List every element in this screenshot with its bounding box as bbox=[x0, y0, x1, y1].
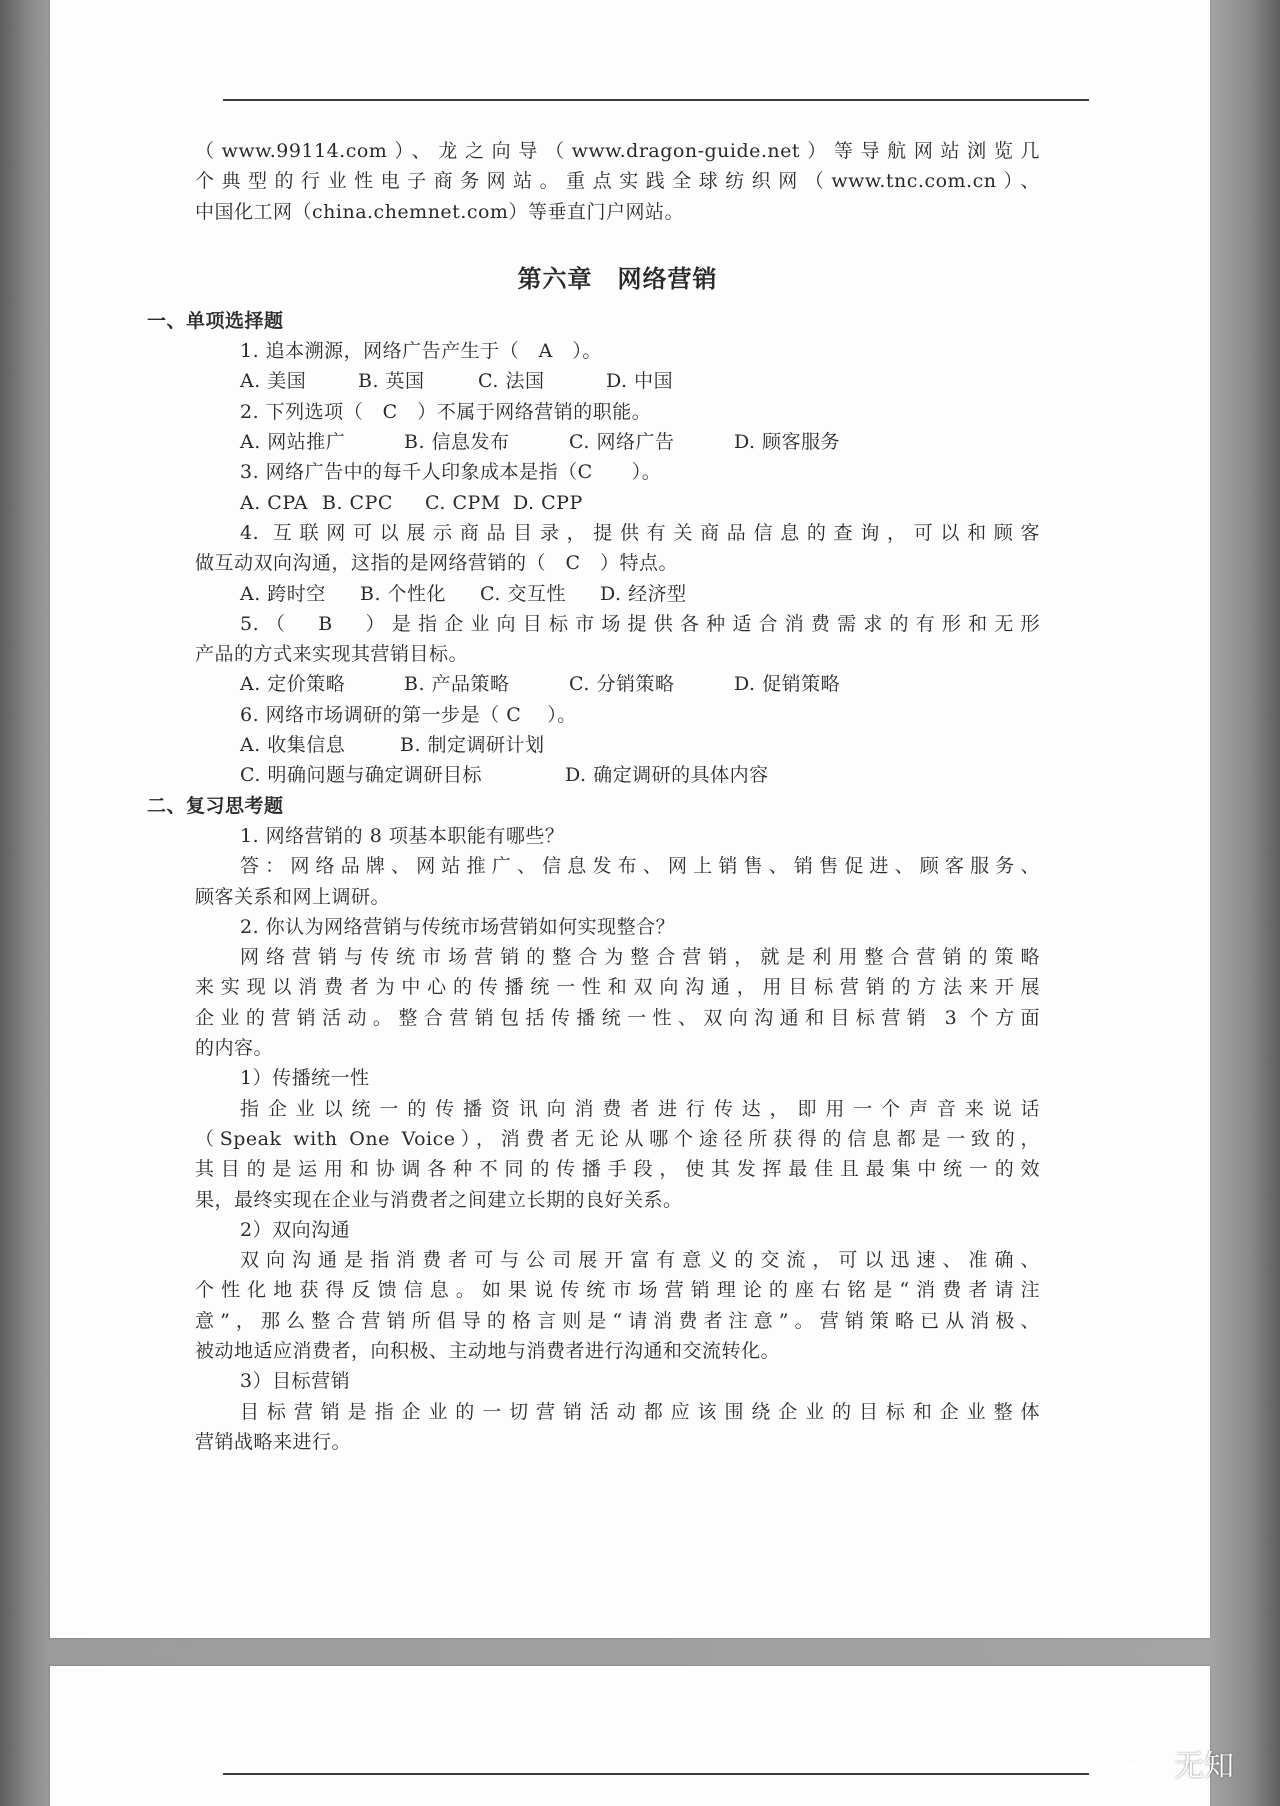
question-stem: 5.（ B ）是指企业向目标市场提供各种适合消费需求的有形和无形 bbox=[240, 612, 1040, 635]
question-stem: 6. 网络市场调研的第一步是（ C ）。 bbox=[240, 703, 577, 726]
option: D. 确定调研的具体内容 bbox=[565, 764, 769, 787]
subsection-title: 2）双向沟通 bbox=[240, 1218, 351, 1241]
answer-line: 网络营销与传统市场营销的整合为整合营销，就是利用整合营销的策略 bbox=[240, 946, 1040, 969]
question-stem: 3. 网络广告中的每千人印象成本是指（C ）。 bbox=[240, 461, 662, 484]
subsection-title: 1）传播统一性 bbox=[240, 1067, 370, 1090]
option: A. 跨时空 bbox=[240, 582, 326, 605]
question-text: 2. 你认为网络营销与传统市场营销如何实现整合？ bbox=[240, 915, 676, 938]
answer-options bbox=[195, 669, 1040, 699]
answer-options bbox=[195, 579, 1040, 609]
answer-options bbox=[195, 427, 1040, 457]
page-content bbox=[147, 136, 1040, 1457]
option: C. CPM bbox=[425, 491, 501, 514]
option: C. 网络广告 bbox=[569, 431, 675, 454]
answer-line: 双向沟通是指消费者可与公司展开富有意义的交流，可以迅速、准确、 bbox=[240, 1249, 1040, 1272]
subsection-title: 3）目标营销 bbox=[240, 1370, 351, 1393]
answer-line: 顾客关系和网上调研。 bbox=[195, 885, 391, 908]
option: D. 顾客服务 bbox=[734, 431, 841, 454]
intro-line: 个典型的行业性电子商务网站。重点实践全球纺织网（www.tnc.com.cn）、 bbox=[195, 170, 1040, 193]
watermark-text: 无知 bbox=[1174, 1749, 1234, 1784]
question-text: 1. 网络营销的 8 项基本职能有哪些？ bbox=[240, 824, 565, 847]
question-stem: 做互动双向沟通，这指的是网络营销的（ C ）特点。 bbox=[195, 552, 679, 575]
option: B. 产品策略 bbox=[404, 673, 510, 696]
header-rule bbox=[223, 1773, 1089, 1775]
option: A. 收集信息 bbox=[240, 734, 346, 757]
answer-line: （Speak with One Voice），消费者无论从哪个途径所获得的信息都是一致的， bbox=[195, 1127, 1040, 1150]
answer-line: 其目的是运用和协调各种不同的传播手段，使其发挥最佳且最集中统一的效 bbox=[195, 1158, 1040, 1181]
question-stem: 1. 追本溯源，网络广告产生于（ A ）。 bbox=[240, 340, 602, 363]
answer-options bbox=[195, 488, 1040, 518]
option: C. 法国 bbox=[478, 370, 545, 393]
answer-line: 企业的营销活动。整合营销包括传播统一性、双向沟通和目标营销 3 个方面 bbox=[195, 1006, 1040, 1029]
option: A. 网站推广 bbox=[240, 431, 346, 454]
answer-line: 果，最终实现在企业与消费者之间建立长期的良好关系。 bbox=[195, 1188, 683, 1211]
next-document-page bbox=[50, 1666, 1210, 1806]
answer-options bbox=[195, 760, 1040, 790]
option: B. CPC bbox=[322, 491, 393, 514]
option: B. 信息发布 bbox=[404, 431, 510, 454]
answer-line: 意”，那么整合营销所倡导的格言则是“请消费者注意”。营销策略已从消极、 bbox=[195, 1309, 1040, 1332]
option: B. 英国 bbox=[358, 370, 425, 393]
header-rule bbox=[223, 99, 1089, 101]
answer-line: 来实现以消费者为中心的传播统一性和双向沟通，用目标营销的方法来开展 bbox=[195, 976, 1040, 999]
chapter-title: 第六章 网络营销 bbox=[517, 264, 718, 293]
intro-line: （www.99114.com）、龙之向导（www.dragon-guide.net）等导航网站浏览几 bbox=[195, 140, 1040, 162]
question-stem: 产品的方式来实现其营销目标。 bbox=[195, 643, 469, 666]
option: D. 中国 bbox=[606, 370, 674, 393]
answer-options bbox=[195, 366, 1040, 396]
answer-options bbox=[195, 730, 1040, 760]
option: D. 经济型 bbox=[600, 582, 687, 605]
question-stem: 4. 互联网可以展示商品目录，提供有关商品信息的查询，可以和顾客 bbox=[240, 521, 1040, 544]
option: D. CPP bbox=[513, 491, 583, 514]
answer-line: 目标营销是指企业的一切营销活动都应该围绕企业的目标和企业整体 bbox=[240, 1400, 1040, 1423]
option: A. 美国 bbox=[240, 370, 307, 393]
option: C. 分销策略 bbox=[569, 673, 675, 696]
intro-line: 中国化工网（china.chemnet.com）等垂直门户网站。 bbox=[195, 200, 684, 223]
option: D. 促销策略 bbox=[734, 673, 841, 696]
answer-line: 的内容。 bbox=[195, 1037, 274, 1060]
option: C. 明确问题与确定调研目标 bbox=[240, 764, 482, 787]
answer-line: 营销战略来进行。 bbox=[195, 1430, 352, 1453]
answer-line: 指企业以统一的传播资讯向消费者进行传达，即用一个声音来说话 bbox=[240, 1097, 1040, 1120]
option: C. 交互性 bbox=[480, 582, 566, 605]
wechat-icon bbox=[1118, 1740, 1166, 1786]
answer-line: 个性化地获得反馈信息。如果说传统市场营销理论的座右铭是“消费者请注 bbox=[195, 1279, 1040, 1302]
section-heading: 一、单项选择题 bbox=[147, 309, 284, 332]
answer-line: 答：网络品牌、网站推广、信息发布、网上销售、销售促进、顾客服务、 bbox=[240, 855, 1040, 878]
option: B. 个性化 bbox=[360, 582, 447, 605]
option: A. 定价策略 bbox=[240, 673, 346, 696]
option: A. CPA bbox=[240, 491, 309, 514]
section-heading: 二、复习思考题 bbox=[147, 794, 284, 817]
watermark bbox=[1118, 1740, 1234, 1786]
answer-line: 被动地适应消费者，向积极、主动地与消费者进行沟通和交流转化。 bbox=[195, 1339, 781, 1362]
question-stem: 2. 下列选项（ C ）不属于网络营销的职能。 bbox=[240, 400, 652, 423]
option: B. 制定调研计划 bbox=[400, 734, 545, 757]
